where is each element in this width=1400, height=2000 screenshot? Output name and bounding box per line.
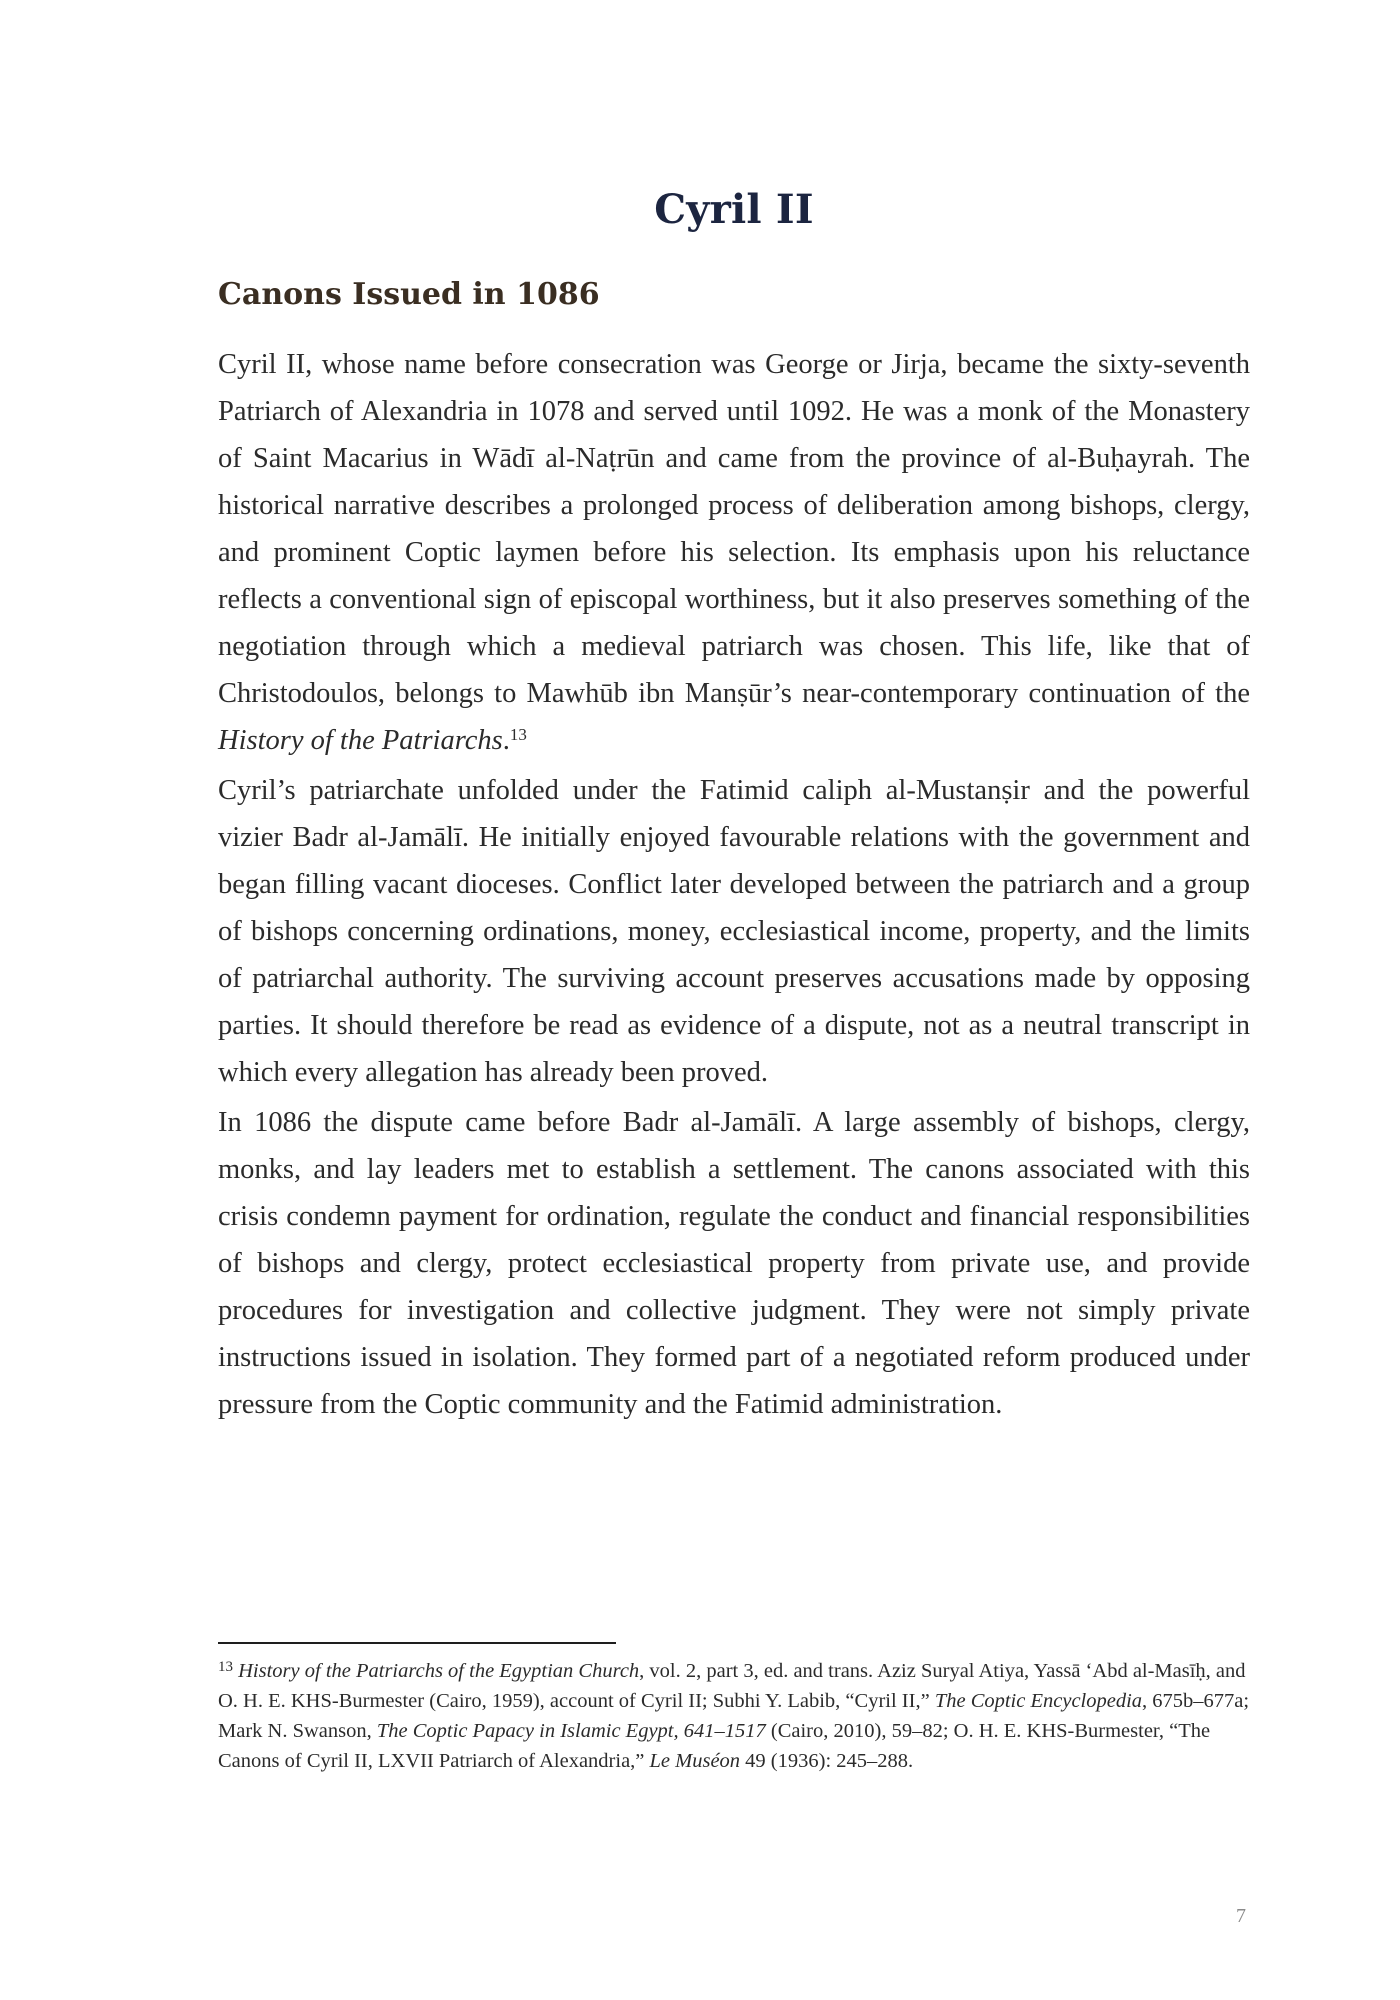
footnotes <box>218 1656 1250 1776</box>
footnote-text-3: (Cairo, 2010), 59–82; O. H. E. KHS-Burmester, “The Canons of Cyril II, LXVII Patriarch of Alexandria,” <box>218 1720 1211 1772</box>
paragraph-1-italic-title: History of the Patriarchs <box>218 725 503 756</box>
footnote-italic-3: The Coptic Papacy in Islamic Egypt, 641–1517 <box>376 1720 766 1742</box>
footnote-divider <box>218 1642 616 1644</box>
footnote-italic-1: History of the Patriarchs of the Egyptian Church <box>238 1660 640 1682</box>
chapter-title: Cyril II <box>654 186 814 233</box>
footnote-number: 13 <box>218 1659 233 1675</box>
paragraph-1 <box>218 341 1250 764</box>
footnote-italic-2: The Coptic Encyclopedia <box>934 1690 1143 1712</box>
paragraph-3 <box>218 1099 1250 1428</box>
body-text <box>218 341 1250 1431</box>
paragraph-3-text: In 1086 the dispute came before Badr al-Jamālī. A large assembly of bishops, clergy, monks, and lay leaders met to establish a settlement. The canons associated with this crisis condemn payment for ordination, regulate the conduct and financial responsibilities of bishops and clergy, protect ecclesiastical property from private use, and provide procedures for investigation and collective judgment. They were not simply private instructions issued in isolation. They formed part of a negotiated reform produced under pressure from the Coptic community and the Fatimid administration. <box>218 1107 1250 1420</box>
section-title: Canons Issued in 1086 <box>218 277 600 312</box>
footnote-text-2: , 675b–677a; Mark N. Swanson, <box>218 1690 1250 1742</box>
footnote-reference[interactable]: 13 <box>509 725 527 744</box>
paragraph-1-tail: . <box>502 725 510 756</box>
footnote-text-4: 49 (1936): 245–288. <box>740 1750 914 1772</box>
paragraph-2-text: Cyril’s patriarchate unfolded under the Fatimid caliph al-Mustanṣir and the powerful vizier Badr al-Jamālī. He initially enjoyed favourable relations with the government and began filling vacant dioceses. Conflict later developed between the patriarch and a group of bishops concerning ordinations, money, ecclesiastical income, property, and the limits of patriarchal authority. The surviving account preserves accusations made by opposing parties. It should therefore be read as evidence of a dispute, not as a neutral transcript in which every allegation has already been proved. <box>218 775 1250 1088</box>
paragraph-1-text: Cyril II, whose name before consecration was George or Jirja, became the sixty-seventh Patriarch of Alexandria in 1078 and served until 1092. He was a monk of the Monastery of Saint Macarius in Wādī al-Naṭrūn and came from the province of al-Buḥayrah. The historical narrative describes a prolonged process of deliberation among bishops, clergy, and prominent Coptic laymen before his selection. Its emphasis upon his reluctance reflects a conventional sign of episcopal worthiness, but it also preserves something of the negotiation through which a medieval patriarch was chosen. This life, like that of Christodoulos, belongs to Mawhūb ibn Manṣūr’s near-contemporary continuation of the <box>218 349 1250 709</box>
paragraph-2 <box>218 767 1250 1096</box>
footnote-13 <box>218 1656 1250 1776</box>
footnote-italic-4: Le Muséon <box>649 1750 741 1772</box>
page-number: 7 <box>1236 1905 1246 1927</box>
footnote-text-1: , vol. 2, part 3, ed. and trans. Aziz Suryal Atiya, Yassā ‘Abd al-Masīḥ, and O. H. E. KHS-Burmester (Cairo, 1959), account of Cyril II; Subhi Y. Labib, “Cyril II,” <box>218 1660 1246 1712</box>
